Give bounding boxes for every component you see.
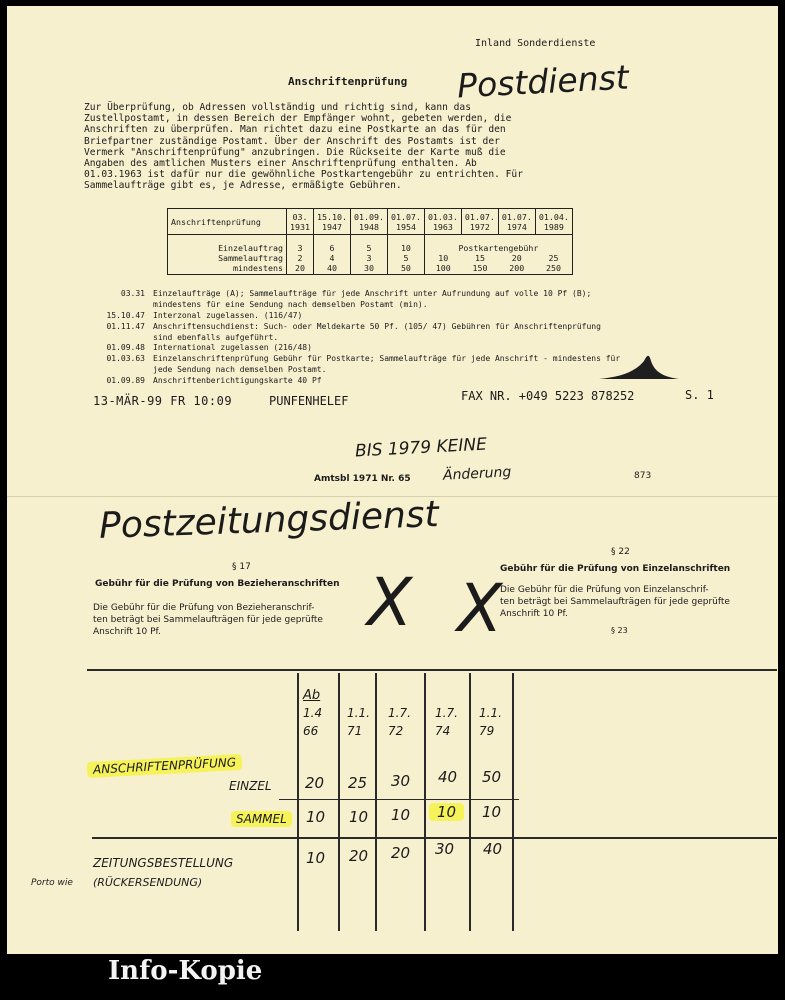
label-einzel: EINZEL <box>229 779 272 793</box>
amtsblatt-reference: Amtsbl 1971 Nr. 65 <box>314 474 411 484</box>
page-title: Anschriftenprüfung <box>288 75 408 88</box>
table-cell-group <box>424 235 572 275</box>
document-page <box>7 6 778 954</box>
grid-date: 1.7. <box>388 706 411 720</box>
label-sammel: SAMMEL <box>231 811 292 827</box>
list-item: Anschriftensuchdienst: Such- oder Meldekarte 50 Pf. (105/ 47) Gebühren für Anschriftenprüfung <box>153 321 601 331</box>
table-header-date: 01.07. 1974 <box>498 209 535 235</box>
grid-value-einzel: 30 <box>391 772 411 790</box>
grid-value-zeitung: 20 <box>349 847 369 865</box>
table-header-date: 01.07. 1954 <box>387 209 424 235</box>
handwritten-note: BIS 1979 KEINE <box>354 434 488 462</box>
page-number: 873 <box>634 471 652 481</box>
handwritten-heading: Postzeitungsdienst <box>98 494 440 547</box>
section-number-right: § 22 <box>611 547 630 557</box>
porto-note: Porto wie <box>31 878 73 888</box>
grid-value-sammel: 10 <box>429 803 464 821</box>
paragraph-line: Sammelaufträge gibt es, je Adresse, ermäßigte Gebühren. <box>84 180 402 192</box>
fax-sender: PUNFENHELEF <box>269 394 349 408</box>
fax-page: S. 1 <box>685 388 714 402</box>
fax-timestamp: 13-MÄR-99 FR 10:09 <box>93 394 233 408</box>
grid-value-einzel: 50 <box>482 768 502 786</box>
section-number: § 17 <box>232 562 251 572</box>
grid-date: 1.7. <box>435 706 458 720</box>
paragraph-line: Zustellpostamt, in dessen Bereich der Empfänger wohnt, gebeten werden, die <box>84 113 512 125</box>
list-item: Anschriftenberichtigungskarte 40 Pf <box>153 376 322 386</box>
table-min-row: 100 150 200 250 <box>435 262 561 273</box>
table-header-date: 01.03. 1963 <box>424 209 461 235</box>
section-text: Die Gebühr für die Prüfung von Bezieheranschrif- ten beträgt bei Sammelaufträgen für jede geprüfte Anschrift 10 Pf. <box>93 603 323 637</box>
label-zeitungsbestellung: ZEITUNGSBESTELLUNG <box>93 856 234 870</box>
table-cell: 5 3 30 <box>350 235 387 275</box>
grid-year: 66 <box>303 724 319 738</box>
table-row-labels: Einzelauftrag Sammelauftrag mindestens <box>168 235 287 275</box>
paragraph-line: Anschriften zu überprüfen. Man richtet dazu eine Postkarte an das für den <box>84 124 506 136</box>
grid-date: 1.1. <box>479 706 502 720</box>
table-header-date: 03. 1931 <box>287 209 314 235</box>
grid-value-einzel: 20 <box>305 774 325 792</box>
fee-table <box>167 208 573 275</box>
grid-value-zeitung: 30 <box>435 840 455 858</box>
grid-value-sammel: 10 <box>349 808 369 826</box>
grid-value-einzel: 40 <box>438 768 458 786</box>
grid-value-sammel: 10 <box>482 803 502 821</box>
grid-mid-line <box>92 837 777 839</box>
postkarten-note: Postkartengebühr <box>458 242 539 253</box>
grid-date: 1.1. <box>347 706 370 720</box>
label-zeitung-sub: (RÜCKERSENDUNG) <box>93 876 203 889</box>
table-cell: 3 2 20 <box>287 235 314 275</box>
list-item: Einzelanschriftenprüfung Gebühr für Postkarte; Sammelaufträge für jede Anschrift - mindestens für <box>153 354 621 364</box>
header-right: Inland Sonderdienste <box>475 38 596 49</box>
grid-year: 74 <box>435 724 451 738</box>
table-cell: 10 5 50 <box>387 235 424 275</box>
grid-ab-label: Ab <box>303 688 321 703</box>
table-header-date: 01.09. 1948 <box>350 209 387 235</box>
grid-value-sammel: 10 <box>306 808 326 826</box>
paragraph-line: Angaben des amtlichen Musters einer Anschriftenprüfung enthalten. Ab <box>84 158 477 170</box>
list-item: International zugelassen (216/48) <box>153 343 312 353</box>
paragraph-line: Vermerk "Anschriftenprüfung" anzubringen. Die Rückseite der Karte muß die <box>84 146 506 158</box>
grid-value-sammel: 10 <box>391 806 411 824</box>
fax-number: FAX NR. +049 5223 878252 <box>461 389 635 403</box>
list-item: Einzelaufträge (A); Sammelaufträge für jede Anschrift unter Aufrundung auf volle 10 Pf (B); <box>153 289 592 298</box>
section-heading: Gebühr für die Prüfung von Bezieheranschriften <box>95 579 340 589</box>
grid-col-line <box>424 673 426 931</box>
cross-mark: X <box>457 570 503 647</box>
chronology-texts <box>153 289 620 387</box>
grid-inner-line <box>279 799 519 800</box>
grid-year: 72 <box>388 724 404 738</box>
grid-top-line <box>87 669 777 671</box>
cross-mark: X <box>367 564 413 641</box>
list-item: Interzonal zugelassen. (116/47) <box>153 310 303 320</box>
section-number-next: § 23 <box>611 626 628 635</box>
intro-paragraph <box>84 102 604 192</box>
section-text-right: Die Gebühr für die Prüfung von Einzelanschrif- ten beträgt bei Sammelaufträgen für jede geprüfte Anschrift 10 Pf. <box>500 585 730 619</box>
table-header-date: 01.07. 1972 <box>461 209 498 235</box>
table-header-date: 15.10. 1947 <box>313 209 350 235</box>
table-sammel-row: 10 15 20 25 <box>438 252 559 263</box>
table-header-date: 01.04. 1989 <box>535 209 572 235</box>
grid-value-einzel: 25 <box>348 774 368 792</box>
grid-col-line <box>338 673 340 931</box>
grid-year: 79 <box>479 724 495 738</box>
list-item: mindestens für eine Sendung nach demselben Postamt (min). <box>153 299 428 309</box>
caption: Info-Kopie <box>108 956 263 986</box>
grid-col-line <box>512 673 514 931</box>
grid-year: 71 <box>347 724 363 738</box>
grid-date: 1.4 <box>303 706 323 720</box>
list-item: sind ebenfalls aufgeführt. <box>153 332 279 342</box>
list-item: jede Sendung nach demselben Postamt. <box>153 365 327 375</box>
handwritten-title: Postdienst <box>456 57 630 106</box>
toner-smudge <box>599 351 679 381</box>
paragraph-line: Zur Überprüfung, ob Adressen vollständig und richtig sind, kann das <box>84 102 471 113</box>
paragraph-line: 01.03.1963 ist dafür nur die gewöhnliche Postkartengebühr zu entrichten. Für <box>84 169 523 181</box>
table-cell: 6 4 40 <box>313 235 350 275</box>
grid-col-line <box>375 673 377 931</box>
section-heading-right: Gebühr für die Prüfung von Einzelanschriften <box>500 564 731 574</box>
paragraph-line: Briefpartner zuständige Postamt. Über der Anschrift des Postamts ist der <box>84 135 500 147</box>
label-anschriftenpruefung: ANSCHRIFTENPRÜFUNG <box>87 754 243 778</box>
grid-value-zeitung: 40 <box>483 840 503 858</box>
grid-col-line <box>469 673 471 931</box>
chronology-dates: 03.31 15.10.47 01.11.47 01.09.48 01.03.63 01.09.89 <box>106 289 145 386</box>
handwritten-note-2: Änderung <box>442 464 512 484</box>
grid-value-zeitung: 20 <box>391 844 411 862</box>
grid-value-zeitung: 10 <box>306 849 326 867</box>
grid-col-line <box>297 673 299 931</box>
table-corner: Anschriftenprüfung <box>168 209 287 235</box>
